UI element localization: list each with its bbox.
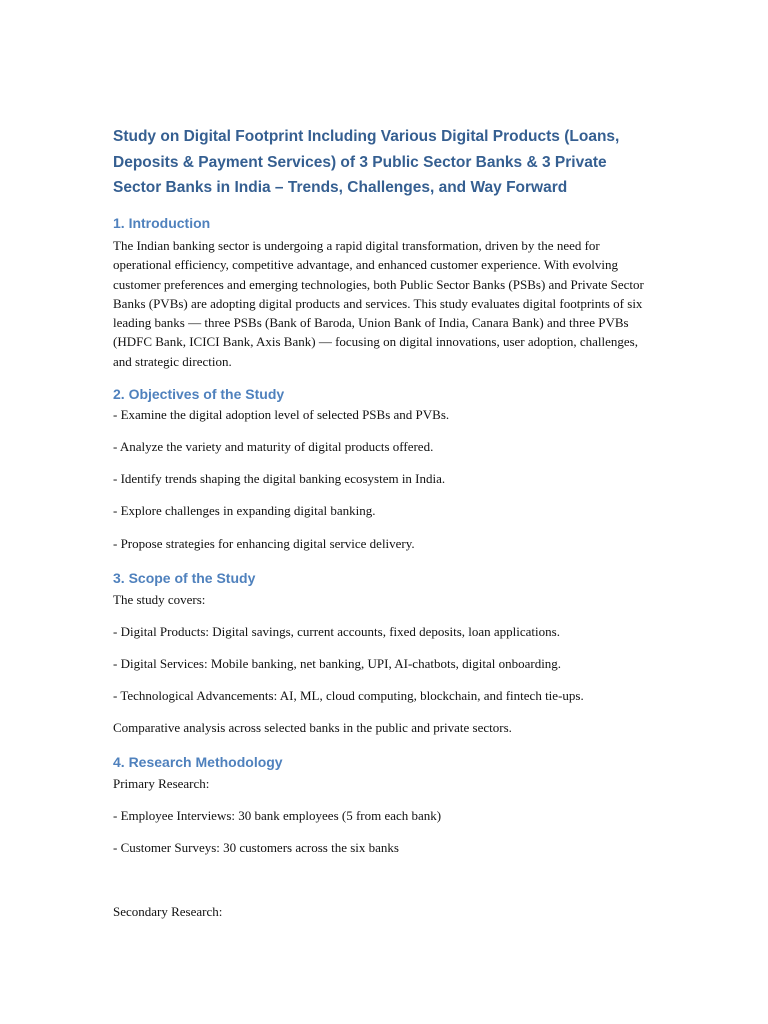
scope-intro: The study covers: (113, 592, 206, 607)
document-title: Study on Digital Footprint Including Various Digital Products (Loans, Deposits & Payment Services) of 3 Public Sector Banks & 3 Private Sector Banks in India – Trends, Challenges, and Way Forward (113, 128, 620, 196)
heading-scope: 3. Scope of the Study (113, 570, 256, 586)
objective-item: - Identify trends shaping the digital banking ecosystem in India. (113, 471, 446, 486)
objective-item: - Explore challenges in expanding digital banking. (113, 503, 376, 518)
objective-item: - Examine the digital adoption level of selected PSBs and PVBs. (113, 407, 450, 422)
introduction-paragraph: The Indian banking sector is undergoing a rapid digital transformation, driven by the need for operational efficiency, competitive advantage, and enhanced customer experience. With evolving customer preferences and emerging technologies, both Public Sector Banks (PSBs) and Private Sector Banks (PVBs) are adopting digital products and services. This study evaluates digital footprints of six leading banks — three PSBs (Bank of Baroda, Union Bank of India, Canara Bank) and three PVBs (HDFC Bank, ICICI Bank, Axis Bank) — focusing on digital innovations, user adoption, challenges, and strategic direction. (113, 238, 644, 369)
methodology-item: - Customer Surveys: 30 customers across the six banks (113, 840, 399, 855)
scope-item: - Digital Services: Mobile banking, net banking, UPI, AI-chatbots, digital onboarding. (113, 656, 562, 671)
heading-objectives: 2. Objectives of the Study (113, 386, 285, 402)
secondary-research-label: Secondary Research: (113, 904, 223, 919)
primary-research-label: Primary Research: (113, 776, 210, 791)
scope-closing: Comparative analysis across selected banks in the public and private sectors. (113, 720, 512, 735)
scope-item: - Technological Advancements: AI, ML, cloud computing, blockchain, and fintech tie-ups. (113, 688, 584, 703)
methodology-item: - Employee Interviews: 30 bank employees (5 from each bank) (113, 808, 442, 823)
scope-item: - Digital Products: Digital savings, current accounts, fixed deposits, loan applications. (113, 624, 560, 639)
objective-item: - Propose strategies for enhancing digital service delivery. (113, 536, 415, 551)
objective-item: - Analyze the variety and maturity of digital products offered. (113, 439, 434, 454)
heading-methodology: 4. Research Methodology (113, 754, 283, 770)
heading-introduction: 1. Introduction (113, 215, 211, 231)
